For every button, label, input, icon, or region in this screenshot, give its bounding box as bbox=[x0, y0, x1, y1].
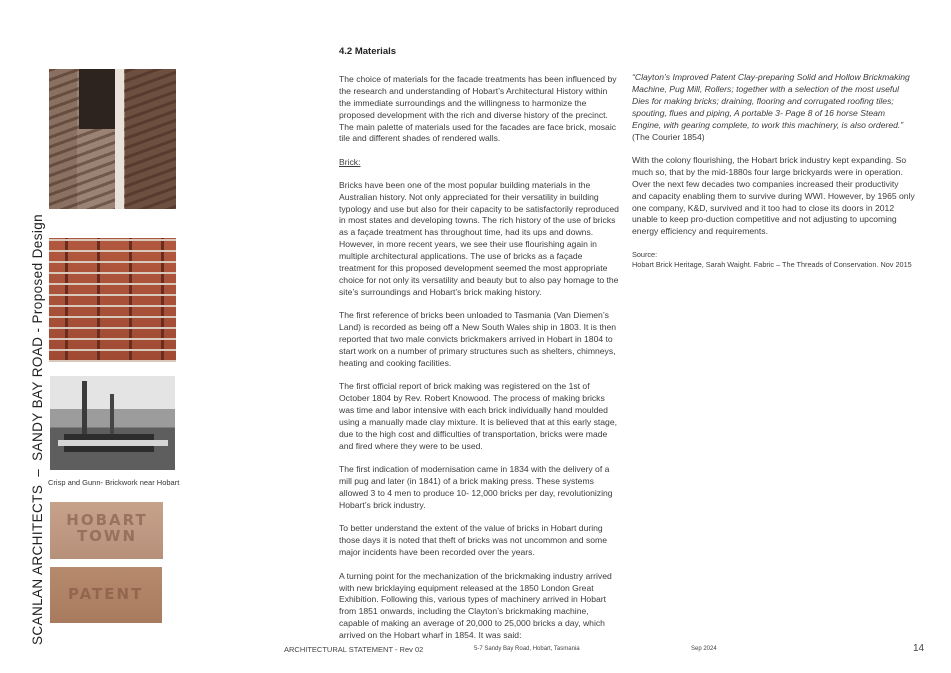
photo-caption: Crisp and Gunn- Brickwork near Hobart bbox=[48, 478, 180, 487]
patent-brick-photo bbox=[50, 567, 162, 623]
brick-subheading: Brick: bbox=[339, 156, 361, 167]
page-number: 14 bbox=[913, 643, 925, 654]
section-heading: 4.2 Materials bbox=[339, 46, 397, 57]
body-paragraph: To better understand the extent of the value of bricks in Hobart during those days it is noted that theft of bricks was not uncommon and some major incidents have been recorded over the years. bbox=[339, 523, 607, 558]
vertical-document-title bbox=[30, 214, 45, 645]
title-dash: – bbox=[30, 468, 45, 477]
brick-wall-pattern-photo bbox=[49, 238, 176, 362]
firm-name: SCANLAN ARCHITECTS bbox=[30, 484, 45, 645]
body-paragraph: With the colony flourishing, the Hobart brick industry kept expanding. So much so, that by the mid-1880s four large brickyards were in operation. Over the next few decades two companies increased their productivity and capacity enabling them to survive during WWI. However, by 1965 only one company, K&D, survived and it too had to close its doors in 2012 unable to keep pro-duction competitive and not adjusting to upcoming energy efficiency and requirements. bbox=[632, 154, 915, 237]
body-paragraph: Bricks have been one of the most popular building materials in the Australian history. Not only appreciated for their versatility in building typology and use but also for their capacity to be satisfactorily reproduced in most states and developing towns. The rich history of the use of bricks as a façade treatment has throughout time, had its ups and downs. However, in more recent years, we see their use flourishing again in multiple architectural applications. The use of bricks as a façade treatment for this proposed development seemed the most appropriate choice for not only its versatility and beauty but to also pay homage to the site’s surroundings and Hobart’s brick making history. bbox=[339, 179, 619, 297]
body-paragraph: The first reference of bricks been unloaded to Tasmania (Van Diemen’s Land) is recorded as being off a New South Wales ship in 1803. It is then reported that two male convicts brickmakers arrived in Hobart in 1804 to start work on a number of primary structures such as shelters, chimneys, heating and cooking facilities. bbox=[339, 310, 617, 368]
quote-source: (The Courier 1854) bbox=[632, 131, 705, 142]
main-text-column bbox=[339, 46, 621, 654]
body-paragraph: The first indication of modernisation came in 1834 with the delivery of a mill pug and later (in 1841) of a brick making press. These systems allowed 3 to 4 men to produce 10- 12,000 bricks per day, revolutionizing Hobart’s brick industry. bbox=[339, 464, 613, 510]
footer-date: Sep 2024 bbox=[691, 646, 717, 652]
brick-facade-photo bbox=[49, 69, 176, 209]
source-reference: Hobart Brick Heritage, Sarah Waight. Fabric – The Threads of Conservation. Nov 2015 bbox=[632, 259, 912, 269]
body-paragraph: A turning point for the mechanization of the brickmaking industry arrived with new bricklaying equipment released at the 1850 London Great Exhibition. Following this, various types of machinery arrived in Hobart from 1851 onwards, including the Clayton’s brickmaking machine, capable of making an average of 20,000 to 25,000 bricks a day, which arrived on the Hobart wharf in 1854. It was said: bbox=[339, 570, 612, 641]
source-label: Source: bbox=[632, 249, 658, 259]
historic-brickworks-photo bbox=[50, 376, 175, 470]
footer-address: 5-7 Sandy Bay Road, Hobart, Tasmania bbox=[474, 646, 580, 652]
hobart-town-brick-photo bbox=[50, 502, 163, 559]
brick-stamp: PATENT bbox=[68, 585, 144, 603]
footer-document-title: ARCHITECTURAL STATEMENT - Rev 02 bbox=[284, 645, 424, 654]
brickworks-roof bbox=[58, 440, 168, 446]
historic-quote: “Clayton’s Improved Patent Clay-preparing Solid and Hollow Brickmaking Machine, Pug Mill, Rollers; together with a selection of the most useful Dies for making bricks; draining, flooring and corrugated roofing tiles; spouting, flues and piping, A portable 3- Page 8 of 16 horse Steam Engine, with gearing complete, to work this machinery, is also ordered.” bbox=[632, 72, 910, 130]
facade-light-strip bbox=[115, 69, 124, 209]
intro-paragraph: The choice of materials for the facade treatments has been influenced by the research and understanding of Hobart’s Architectural History within the immediate surroundings and the willingness to harmonize the proposed development with the rich and diverse history of the precinct. The main palette of materials used for the facades are face brick, mosaic tile and different shades of rendered walls. bbox=[339, 73, 617, 144]
body-paragraph: The first official report of brick making was registered on the 1st of October 1804 by Rev. Robert Knowood. The process of making bricks was time and labor intensive with each brick individually hand moulded using a manually made clay mixture. It is believed that at this early stage, due to the high cost and difficulties of transportation, bricks were made and fired where they were to be used. bbox=[339, 381, 618, 451]
window-shadow bbox=[79, 69, 117, 129]
brick-stamp: HOBART TOWN bbox=[66, 511, 148, 545]
right-text-column bbox=[632, 72, 915, 270]
project-title: SANDY BAY ROAD - Proposed Design bbox=[30, 213, 45, 461]
